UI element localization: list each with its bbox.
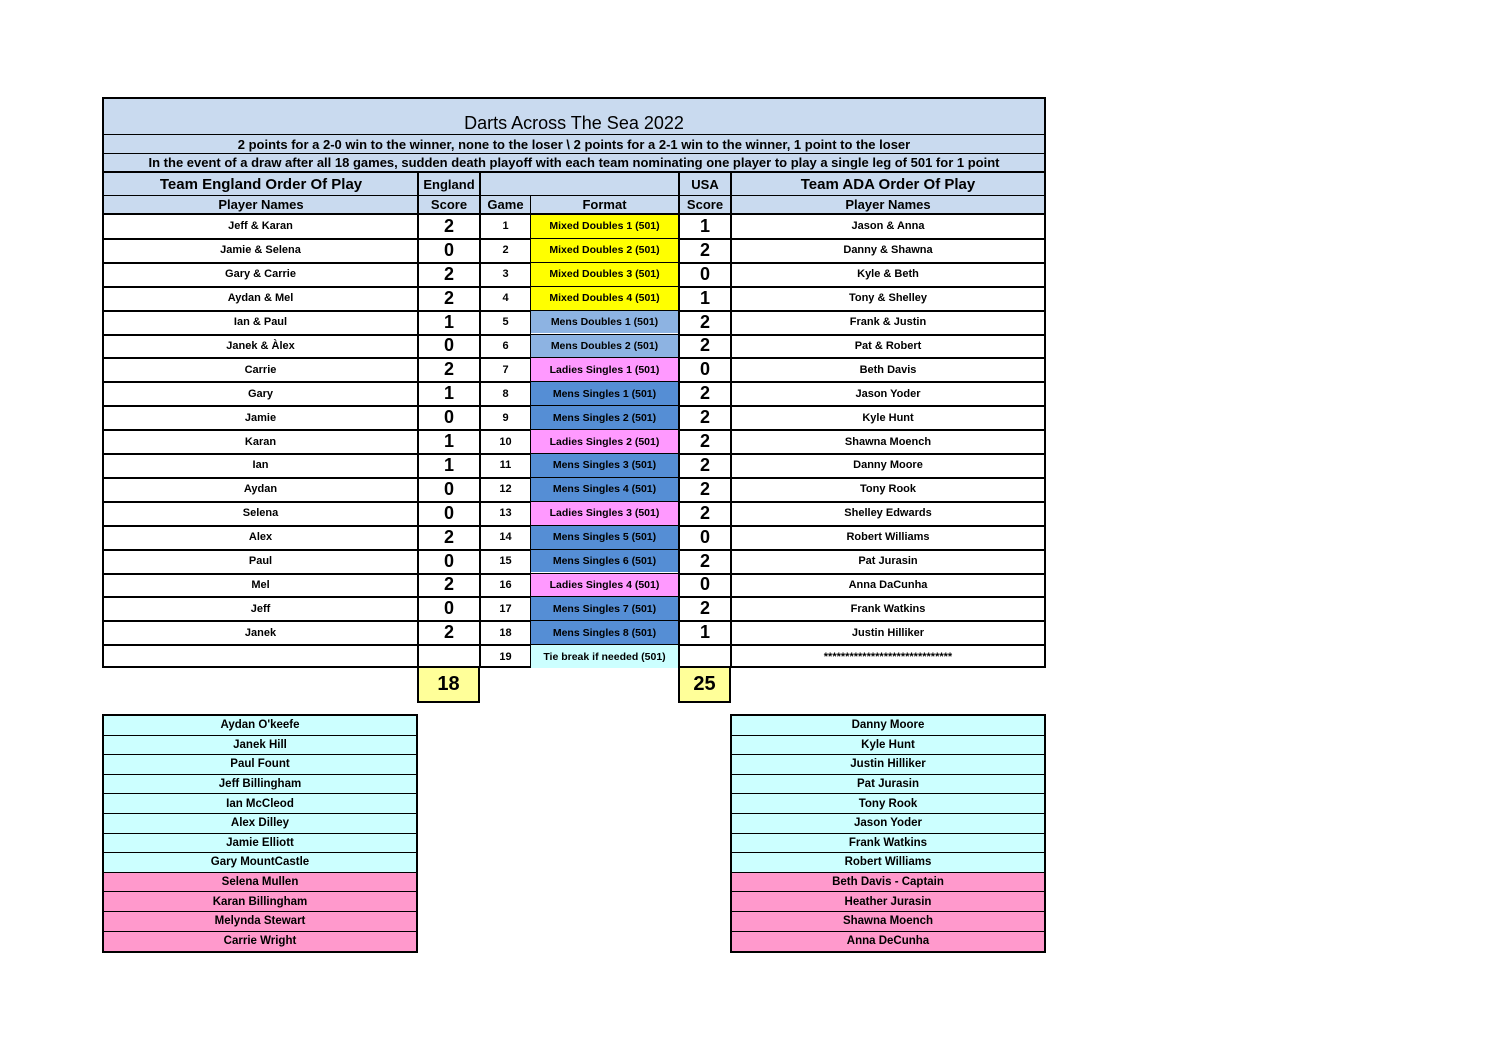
england-player: Aydan (243, 483, 278, 496)
usa-player: Danny & Shawna (843, 244, 933, 257)
england-player: Ian & Paul (233, 316, 288, 329)
roster-player: Ian McCleod (104, 794, 416, 814)
roster-player: Selena Mullen (104, 873, 416, 893)
game-number: 1 (502, 220, 509, 233)
game-number: 9 (502, 411, 509, 424)
tiebreak-rule: In the event of a draw after all 18 games, sudden death playoff with each team nominating one player to play a single leg of 501 for 1 point (104, 154, 1044, 171)
england-player: Karan (244, 435, 277, 448)
usa-player: Frank Watkins (850, 602, 926, 615)
format-header: Format (531, 196, 678, 213)
game-format: Mens Doubles 2 (501) (531, 335, 678, 358)
usa-score: 2 (699, 335, 710, 356)
england-player: Selena (242, 507, 279, 520)
usa-score: 1 (699, 215, 710, 236)
england-score: 0 (443, 335, 454, 356)
england-player: Ian (252, 459, 269, 472)
england-player: Jeff (250, 602, 271, 615)
game-number: 8 (502, 387, 509, 400)
game-number: 16 (499, 578, 512, 591)
roster-player: Beth Davis - Captain (732, 873, 1044, 893)
england-roster (102, 714, 418, 953)
usa-roster (730, 714, 1046, 953)
game-format: Tie break if needed (501) (531, 645, 678, 668)
game-format: Mixed Doubles 3 (501) (531, 263, 678, 286)
england-player: Jeff & Karan (228, 220, 293, 233)
usa-player: Shelley Edwards (844, 507, 932, 520)
roster-player: Pat Jurasin (732, 775, 1044, 795)
england-score: 2 (443, 359, 454, 380)
usa-score: 2 (699, 478, 710, 499)
england-player: Mel (251, 578, 270, 591)
usa-player: Kyle Hunt (862, 411, 914, 424)
england-header: England (419, 173, 479, 195)
game-number: 19 (499, 650, 512, 663)
roster-player: Anna DeCunha (732, 932, 1044, 952)
usa-total: 25 (678, 666, 731, 703)
score-header-right: Score (680, 196, 730, 213)
game-number: 13 (499, 507, 512, 520)
roster-player: Danny Moore (732, 716, 1044, 736)
usa-player: Shawna Moench (844, 435, 932, 448)
game-format: Ladies Singles 1 (501) (531, 358, 678, 381)
usa-score: 2 (699, 502, 710, 523)
usa-header: USA (680, 173, 730, 195)
roster-player: Aydan O'keefe (104, 716, 416, 736)
game-format: Mens Singles 2 (501) (531, 406, 678, 429)
england-player: Aydan & Mel (227, 292, 294, 305)
england-score: 1 (443, 454, 454, 475)
england-score: 2 (443, 287, 454, 308)
usa-player: Jason & Anna (851, 220, 925, 233)
england-score: 2 (443, 574, 454, 595)
roster-player: Janek Hill (104, 736, 416, 756)
usa-player: Tony & Shelley (848, 292, 928, 305)
england-score: 2 (443, 526, 454, 547)
roster-player: Heather Jurasin (732, 892, 1044, 912)
game-format: Mens Singles 5 (501) (531, 526, 678, 549)
roster-player: Paul Fount (104, 755, 416, 775)
england-score: 2 (443, 263, 454, 284)
game-format-header-blank (481, 173, 678, 195)
england-score: 2 (443, 622, 454, 643)
usa-score: 0 (699, 526, 710, 547)
game-format: Ladies Singles 3 (501) (531, 502, 678, 525)
roster-player: Jason Yoder (732, 814, 1044, 834)
game-format: Mens Singles 6 (501) (531, 550, 678, 573)
score-header-left: Score (419, 196, 479, 213)
roster-player: Alex Dilley (104, 814, 416, 834)
usa-score: 0 (699, 263, 710, 284)
game-format: Mens Doubles 1 (501) (531, 311, 678, 334)
usa-score: 0 (699, 359, 710, 380)
usa-score (680, 645, 730, 668)
usa-player: Pat Jurasin (858, 555, 918, 568)
england-player: Carrie (244, 363, 277, 376)
usa-score: 0 (699, 574, 710, 595)
sheet-title: Darts Across The Sea 2022 (104, 99, 1044, 134)
england-score: 2 (443, 215, 454, 236)
player-names-header-right: Player Names (732, 196, 1044, 213)
usa-player: Anna DaCunha (848, 578, 928, 591)
england-player: Gary (247, 387, 274, 400)
usa-score: 2 (699, 383, 710, 404)
game-number: 11 (499, 459, 512, 472)
game-format: Mens Singles 7 (501) (531, 597, 678, 620)
player-names-header-left: Player Names (104, 196, 418, 213)
roster-player: Justin Hilliker (732, 755, 1044, 775)
game-number: 17 (499, 602, 512, 615)
game-format: Mens Singles 8 (501) (531, 621, 678, 644)
england-player: Janek & Àlex (226, 339, 295, 352)
roster-player: Robert Williams (732, 853, 1044, 873)
england-score: 0 (443, 502, 454, 523)
roster-player: Kyle Hunt (732, 736, 1044, 756)
roster-player: Gary MountCastle (104, 853, 416, 873)
usa-score: 2 (699, 454, 710, 475)
usa-score: 2 (699, 239, 710, 260)
usa-score: 2 (699, 550, 710, 571)
game-number: 14 (499, 531, 512, 544)
usa-score: 2 (699, 431, 710, 452)
usa-score: 1 (699, 622, 710, 643)
game-number: 3 (502, 268, 509, 281)
england-score: 0 (443, 478, 454, 499)
usa-player: ****************************** (823, 650, 953, 663)
usa-player: Kyle & Beth (857, 268, 919, 281)
game-format: Ladies Singles 4 (501) (531, 574, 678, 597)
game-format: Mens Singles 3 (501) (531, 454, 678, 477)
england-score: 1 (443, 311, 454, 332)
england-score: 0 (443, 407, 454, 428)
england-score: 1 (443, 383, 454, 404)
game-format: Mixed Doubles 1 (501) (531, 215, 678, 238)
game-number: 10 (499, 435, 512, 448)
england-player: Jamie (244, 411, 277, 424)
game-number: 18 (499, 626, 512, 639)
game-format: Ladies Singles 2 (501) (531, 430, 678, 453)
game-format: Mens Singles 4 (501) (531, 478, 678, 501)
game-number: 4 (502, 292, 509, 305)
england-score (419, 645, 479, 668)
game-format: Mixed Doubles 2 (501) (531, 239, 678, 262)
roster-player: Melynda Stewart (104, 912, 416, 932)
england-score: 0 (443, 598, 454, 619)
usa-player: Justin Hilliker (851, 626, 925, 639)
roster-player: Tony Rook (732, 794, 1044, 814)
roster-player: Shawna Moench (732, 912, 1044, 932)
game-format: Mixed Doubles 4 (501) (531, 287, 678, 310)
scoring-rule: 2 points for a 2-0 win to the winner, none to the loser \ 2 points for a 2-1 win to the winner, 1 point to the loser (104, 135, 1044, 153)
usa-player: Robert Williams (846, 531, 930, 544)
game-number: 12 (499, 483, 512, 496)
usa-score: 1 (699, 287, 710, 308)
usa-player: Jason Yoder (855, 387, 921, 400)
england-player: Paul (248, 555, 273, 568)
darts-score-sheet (102, 97, 1046, 669)
game-number: 6 (502, 339, 509, 352)
england-order-header: Team England Order Of Play (104, 173, 418, 195)
usa-player: Pat & Robert (854, 339, 922, 352)
england-player: Janek (244, 626, 277, 639)
game-number: 15 (499, 555, 512, 568)
england-player: Jamie & Selena (220, 244, 301, 257)
game-number: 2 (502, 244, 509, 257)
england-score: 0 (443, 239, 454, 260)
roster-player: Carrie Wright (104, 932, 416, 952)
roster-player: Jamie Elliott (104, 834, 416, 854)
england-player (104, 645, 417, 668)
game-header: Game (481, 196, 530, 213)
usa-score: 2 (699, 311, 710, 332)
usa-player: Tony Rook (859, 483, 916, 496)
ada-order-header: Team ADA Order Of Play (732, 173, 1044, 195)
game-number: 7 (502, 363, 509, 376)
roster-player: Jeff Billingham (104, 775, 416, 795)
game-number: 5 (502, 316, 509, 329)
england-total: 18 (417, 666, 480, 703)
usa-score: 2 (699, 598, 710, 619)
usa-player: Frank & Justin (849, 316, 927, 329)
usa-score: 2 (699, 407, 710, 428)
roster-player: Frank Watkins (732, 834, 1044, 854)
game-format: Mens Singles 1 (501) (531, 382, 678, 405)
england-score: 0 (443, 550, 454, 571)
roster-player: Karan Billingham (104, 892, 416, 912)
usa-player: Danny Moore (853, 459, 923, 472)
england-score: 1 (443, 431, 454, 452)
england-player: Gary & Carrie (225, 268, 296, 281)
england-player: Alex (248, 531, 273, 544)
usa-player: Beth Davis (859, 363, 917, 376)
